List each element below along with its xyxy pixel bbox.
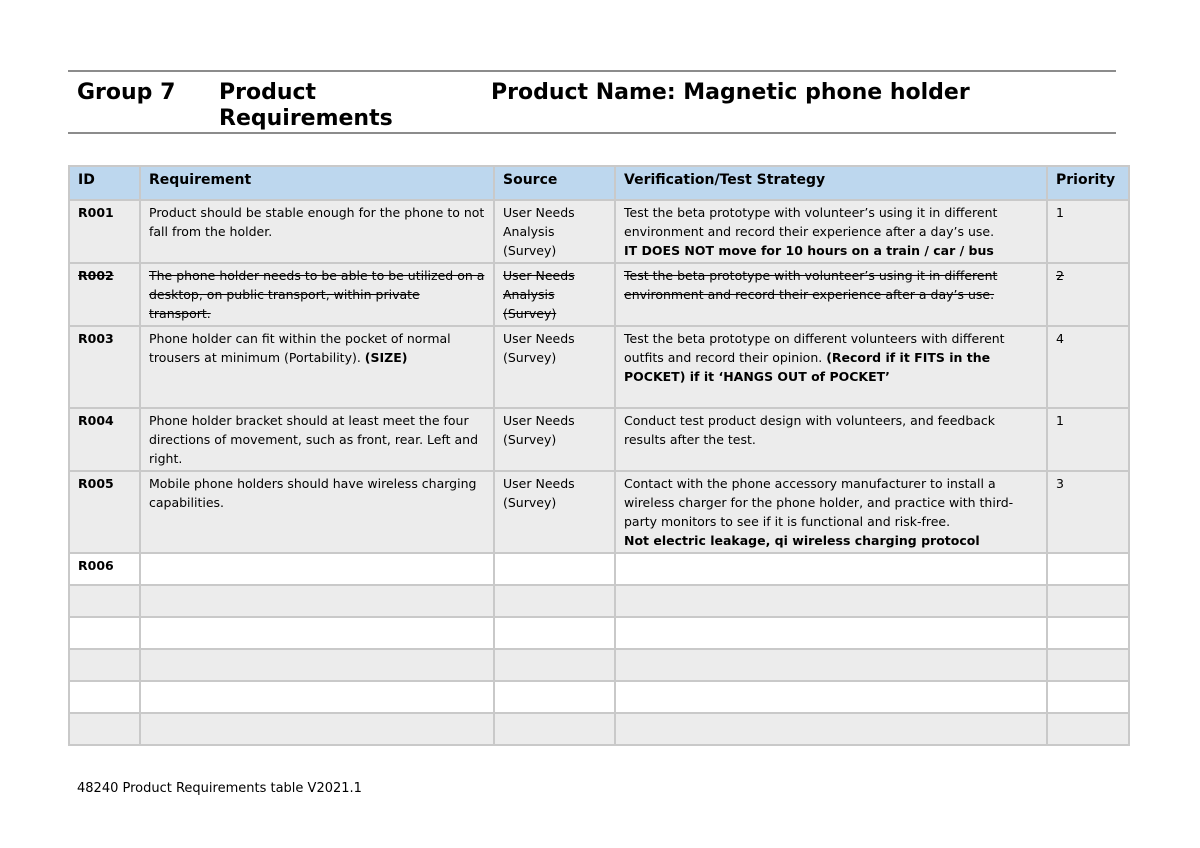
row-id: R005 bbox=[69, 471, 140, 553]
col-header-requirement: Requirement bbox=[140, 166, 494, 200]
table-row-empty bbox=[69, 617, 1129, 649]
row-priority bbox=[1047, 553, 1129, 585]
empty-cell bbox=[494, 585, 615, 617]
verification-text: Test the beta prototype on different volunteers with different outfits and record their opinion. bbox=[624, 331, 1005, 365]
verification-text: Test the beta prototype with volunteer’s using it in different environment and record their experience after a day’s use. bbox=[624, 205, 998, 239]
empty-cell bbox=[140, 585, 494, 617]
table-row bbox=[69, 263, 1129, 326]
row-verification bbox=[615, 326, 1047, 408]
row-id: R002 bbox=[69, 263, 140, 326]
col-header-priority: Priority bbox=[1047, 166, 1129, 200]
col-header-id: ID bbox=[69, 166, 140, 200]
empty-cell bbox=[615, 617, 1047, 649]
empty-cell bbox=[69, 617, 140, 649]
row-verification: Conduct test product design with volunteers, and feedback results after the test. bbox=[615, 408, 1047, 471]
empty-cell bbox=[69, 713, 140, 745]
row-verification: Test the beta prototype with volunteer’s using it in different environment and record their experience after a day’s use. bbox=[615, 263, 1047, 326]
row-requirement: Mobile phone holders should have wireless charging capabilities. bbox=[140, 471, 494, 553]
row-source: User Needs (Survey) bbox=[494, 408, 615, 471]
empty-cell bbox=[140, 617, 494, 649]
row-requirement bbox=[140, 326, 494, 408]
table-row bbox=[69, 408, 1129, 471]
empty-cell bbox=[140, 681, 494, 713]
empty-cell bbox=[1047, 649, 1129, 681]
table-header-row bbox=[69, 166, 1129, 200]
empty-cell bbox=[1047, 617, 1129, 649]
empty-cell bbox=[140, 713, 494, 745]
empty-cell bbox=[615, 585, 1047, 617]
row-source bbox=[494, 553, 615, 585]
row-priority: 2 bbox=[1047, 263, 1129, 326]
table-row-empty bbox=[69, 585, 1129, 617]
row-verification bbox=[615, 200, 1047, 263]
footer-text: 48240 Product Requirements table V2021.1 bbox=[77, 781, 362, 796]
row-verification bbox=[615, 553, 1047, 585]
top-rule bbox=[68, 70, 1116, 72]
row-requirement: Product should be stable enough for the phone to not fall from the holder. bbox=[140, 200, 494, 263]
row-source: User Needs Analysis (Survey) bbox=[494, 200, 615, 263]
empty-cell bbox=[615, 713, 1047, 745]
empty-cell bbox=[140, 649, 494, 681]
row-id: R001 bbox=[69, 200, 140, 263]
verification-bold-text: (Record if it FITS in the POCKET) if it ‘HANGS OUT of POCKET’ bbox=[624, 350, 991, 384]
table-row bbox=[69, 553, 1129, 585]
requirement-text: Phone holder can fit within the pocket of normal trousers at minimum (Portability). bbox=[149, 331, 451, 365]
row-source: User Needs Analysis (Survey) bbox=[494, 263, 615, 326]
table-row bbox=[69, 471, 1129, 553]
verification-bold-text: IT DOES NOT move for 10 hours on a train / car / bus bbox=[624, 243, 994, 258]
empty-cell bbox=[1047, 585, 1129, 617]
row-id: R003 bbox=[69, 326, 140, 408]
row-verification bbox=[615, 471, 1047, 553]
row-priority: 1 bbox=[1047, 200, 1129, 263]
empty-cell bbox=[1047, 681, 1129, 713]
product-name: Product Name: Magnetic phone holder bbox=[491, 80, 970, 105]
col-header-verification: Verification/Test Strategy bbox=[615, 166, 1047, 200]
row-id: R006 bbox=[69, 553, 140, 585]
col-header-source: Source bbox=[494, 166, 615, 200]
row-id: R004 bbox=[69, 408, 140, 471]
doc-title-line2: Requirements bbox=[219, 106, 393, 131]
doc-title-line1: Product bbox=[219, 80, 317, 105]
row-source: User Needs (Survey) bbox=[494, 471, 615, 553]
row-priority: 4 bbox=[1047, 326, 1129, 408]
row-requirement bbox=[140, 553, 494, 585]
empty-cell bbox=[1047, 713, 1129, 745]
empty-cell bbox=[494, 681, 615, 713]
empty-cell bbox=[69, 585, 140, 617]
empty-cell bbox=[615, 681, 1047, 713]
table-row bbox=[69, 326, 1129, 408]
table-row-empty bbox=[69, 713, 1129, 745]
table-row bbox=[69, 200, 1129, 263]
empty-cell bbox=[69, 681, 140, 713]
row-priority: 3 bbox=[1047, 471, 1129, 553]
table-row-empty bbox=[69, 681, 1129, 713]
doc-title bbox=[219, 80, 393, 132]
empty-cell bbox=[615, 649, 1047, 681]
row-priority: 1 bbox=[1047, 408, 1129, 471]
verification-bold-text: Not electric leakage, qi wireless charging protocol bbox=[624, 533, 980, 548]
empty-cell bbox=[494, 617, 615, 649]
row-requirement: Phone holder bracket should at least meet the four directions of movement, such as front, rear. Left and right. bbox=[140, 408, 494, 471]
table-row-empty bbox=[69, 649, 1129, 681]
group-label: Group 7 bbox=[77, 80, 176, 105]
verification-text: Contact with the phone accessory manufacturer to install a wireless charger for the phone holder, and practice with third-party monitors to see if it is functional and risk-free. bbox=[624, 476, 1014, 529]
requirements-table bbox=[68, 165, 1130, 746]
empty-cell bbox=[494, 713, 615, 745]
empty-cell bbox=[494, 649, 615, 681]
empty-cell bbox=[69, 649, 140, 681]
requirement-bold-text: (SIZE) bbox=[364, 350, 408, 365]
row-requirement: The phone holder needs to be able to be utilized on a desktop, on public transport, within private transport. bbox=[140, 263, 494, 326]
row-source: User Needs (Survey) bbox=[494, 326, 615, 408]
bottom-rule bbox=[68, 132, 1116, 134]
